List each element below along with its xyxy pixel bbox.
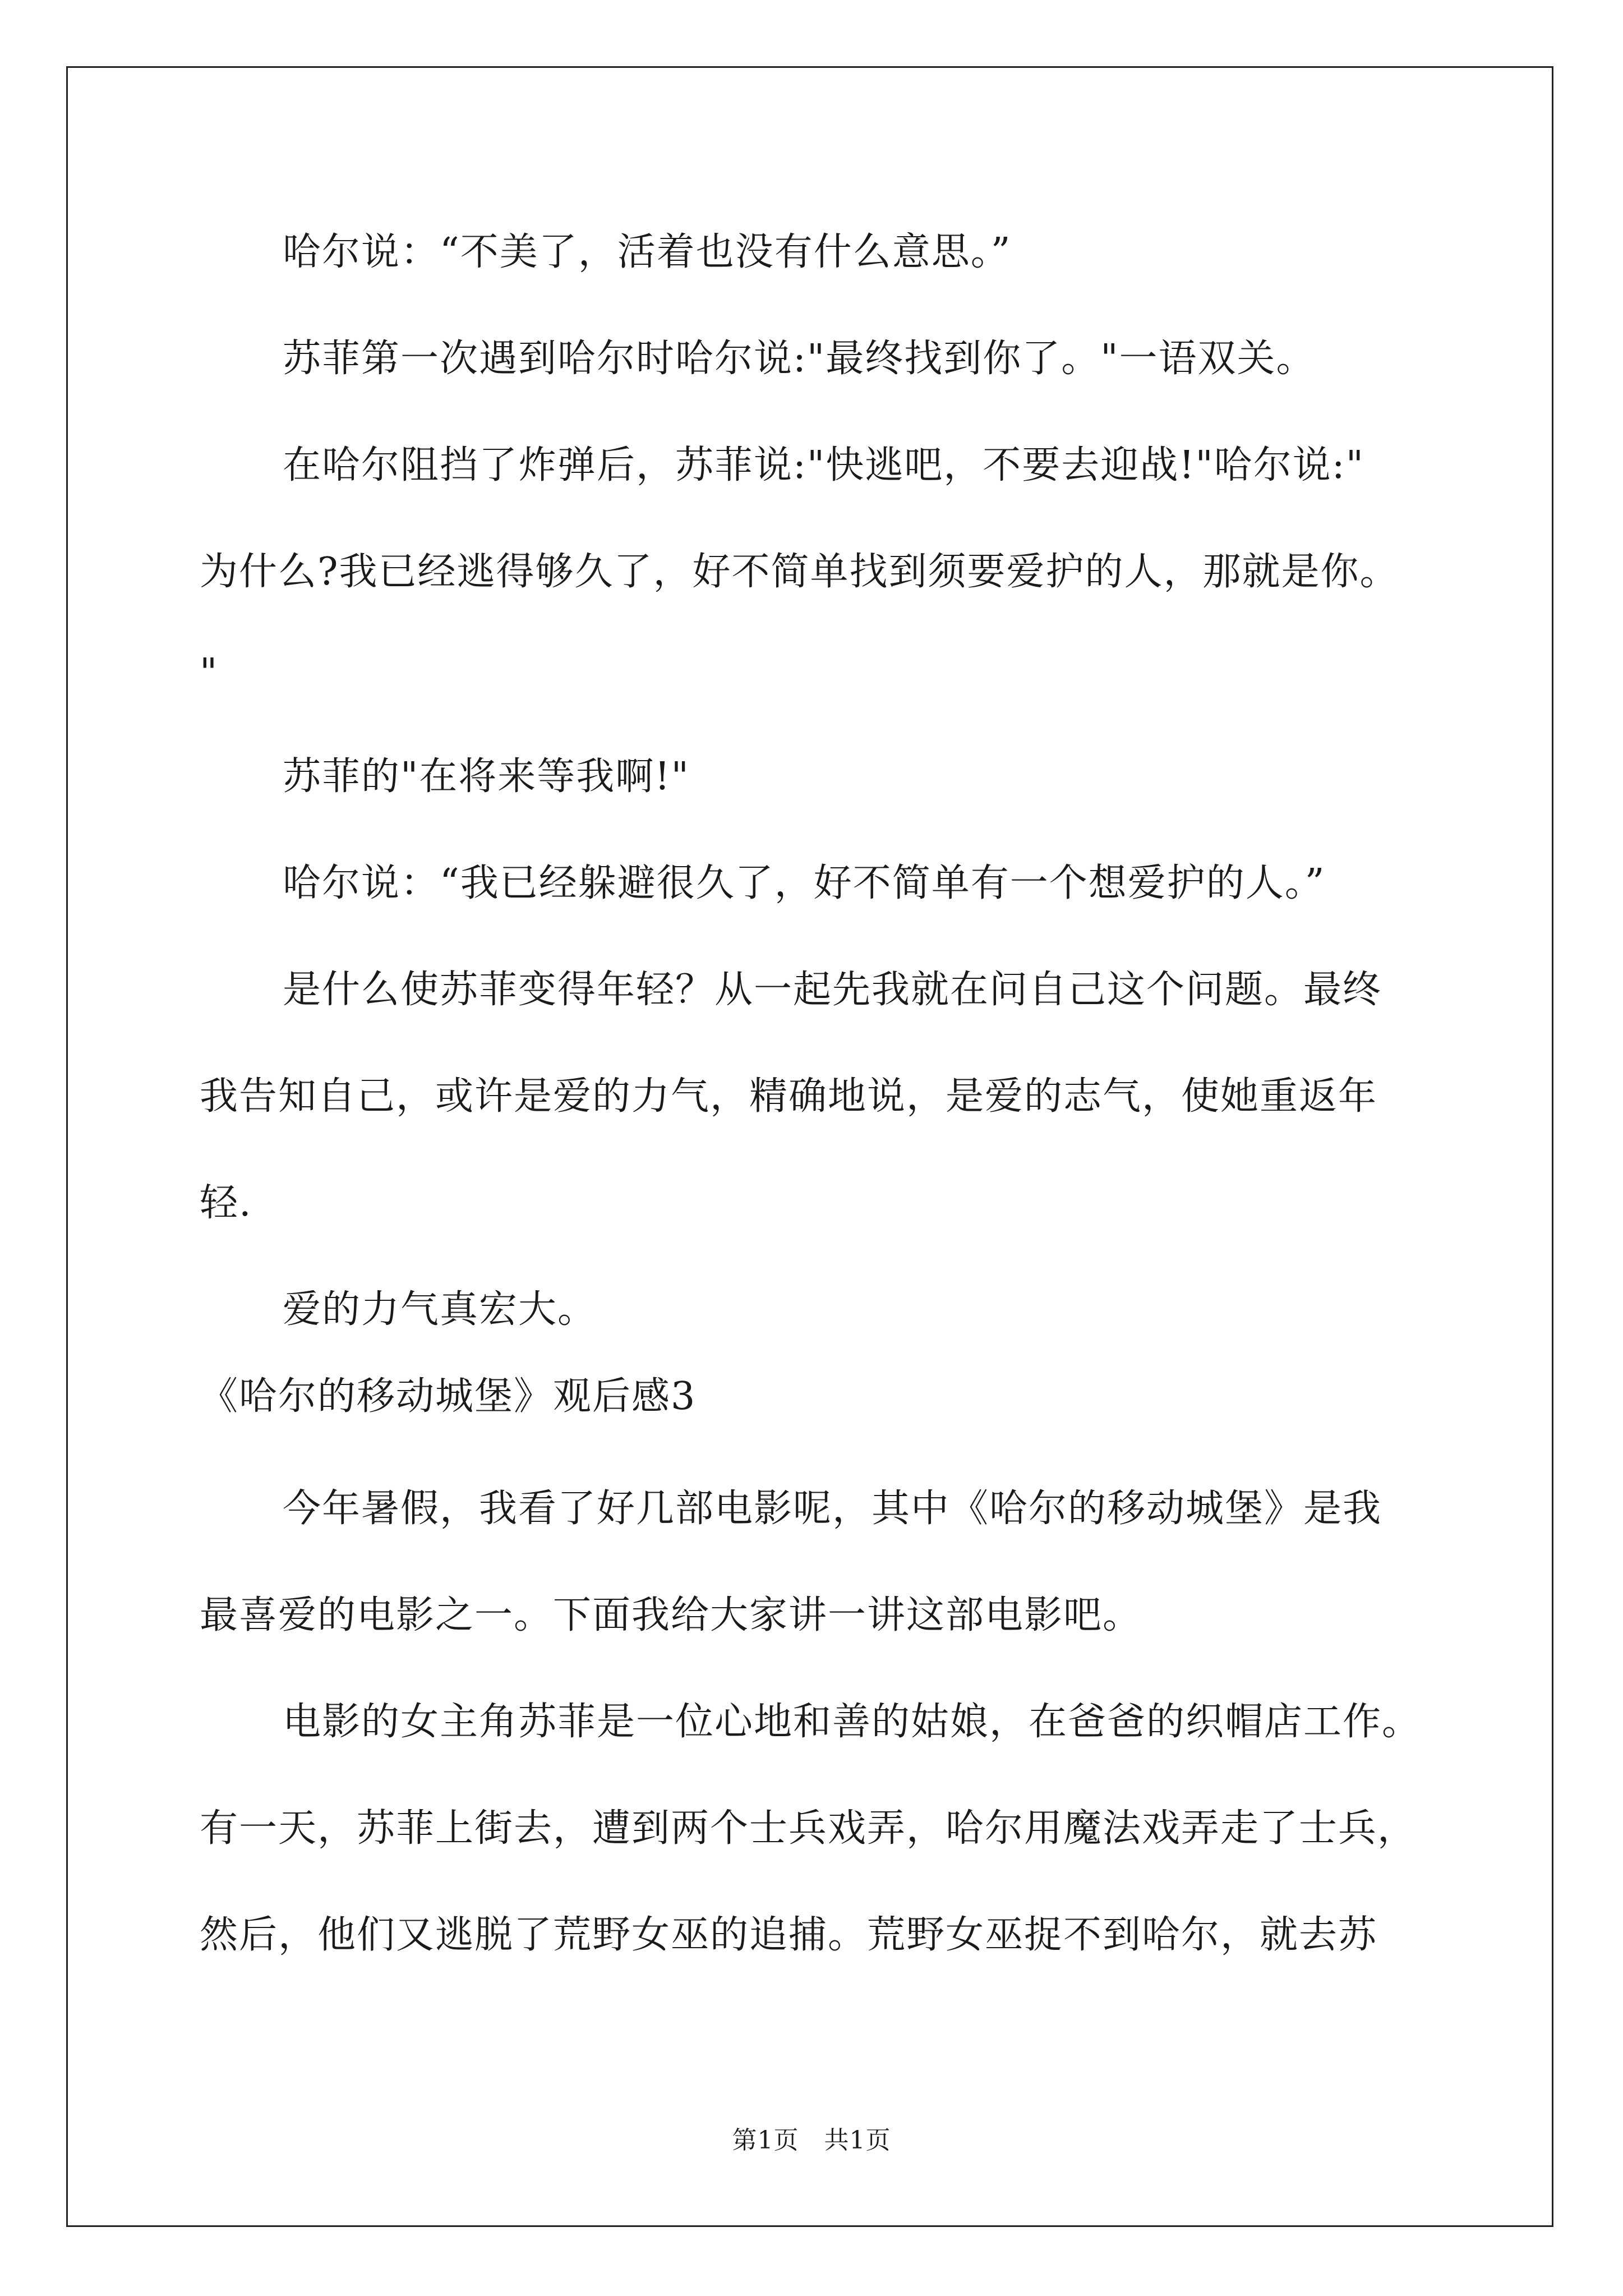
paragraph-line: 今年暑假，我看了好几部电影呢，其中《哈尔的移动城堡》是我 <box>283 1487 1382 1531</box>
paragraph-line: 轻. <box>200 1181 252 1225</box>
paragraph-line: 爱的力气真宏大。 <box>283 1287 597 1332</box>
page-footer: 第1页 共1页 <box>732 2126 891 2155</box>
paragraph-line: 哈尔说：“我已经躲避很久了，好不简单有一个想爱护的人。” <box>283 861 1326 905</box>
paragraph-line: 苏菲第一次遇到哈尔时哈尔说:"最终找到你了。"一语双关。 <box>283 337 1316 381</box>
paragraph-line: 电影的女主角苏菲是一位心地和善的姑娘，在爸爸的织帽店工作。 <box>283 1700 1422 1744</box>
paragraph-line: 有一天，苏菲上街去，遭到两个士兵戏弄，哈尔用魔法戏弄走了士兵， <box>200 1806 1417 1851</box>
paragraph-line: 在哈尔阻挡了炸弹后，苏菲说:"快逃吧，不要去迎战!"哈尔说:" <box>283 443 1364 487</box>
paragraph-line: 然后，他们又逃脱了荒野女巫的追捕。荒野女巫捉不到哈尔，就去苏 <box>200 1913 1378 1957</box>
paragraph-line: " <box>200 651 219 695</box>
paragraph-line: 最喜爱的电影之一。下面我给大家讲一讲这部电影吧。 <box>200 1593 1142 1637</box>
paragraph-line: 哈尔说：“不美了，活着也没有什么意思。” <box>283 230 1012 274</box>
paragraph-line: 为什么?我已经逃得够久了，好不简单找到须要爱护的人，那就是你。 <box>200 550 1399 594</box>
paragraph-line: 我告知自己，或许是爱的力气，精确地说，是爱的志气，使她重返年 <box>200 1074 1378 1119</box>
paragraph-line: 苏菲的"在将来等我啊!" <box>283 754 690 799</box>
paragraph-line: 是什么使苏菲变得年轻？从一起先我就在问自己这个问题。最终 <box>283 968 1382 1012</box>
page-border <box>66 66 1553 2227</box>
section-title: 《哈尔的移动城堡》观后感3 <box>200 1374 697 1419</box>
